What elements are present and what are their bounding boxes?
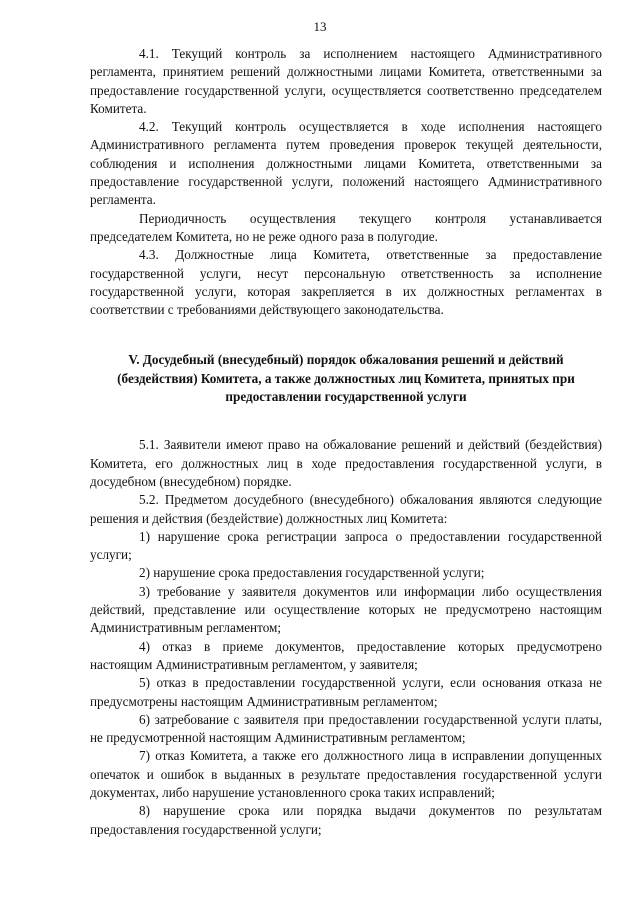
section-heading-v: V. Досудебный (внесудебный) порядок обжалования решений и действий (бездействия) Комитета, а также должностных лиц Комитета, принятых при предоставлении государственной услуги	[117, 352, 575, 405]
paragraph-4-3: 4.3. Должностные лица Комитета, ответственные за предоставление государственной услуги, несут персональную ответственность за исполнение государственной услуги, которая закрепляется в их должностных регламентах в соответствии с требованиями действующего законодательства.	[90, 247, 602, 318]
list-item-2: 2) нарушение срока предоставления государственной услуги;	[139, 565, 485, 581]
list-item-6: 6) затребование с заявителя при предоставлении государственной услуги платы, не предусмотренной настоящим Административным регламентом;	[90, 711, 602, 746]
paragraph-4-2: 4.2. Текущий контроль осуществляется в ходе исполнения настоящего Административного регламента путем проведения проверок текущей деятельности, соблюдения и исполнения должностными лицами Комитета, ответственными за предоставление государственной услуги, положений настоящего Административного регламента.	[90, 119, 602, 208]
list-item-7: 7) отказ Комитета, а также его должностного лица в исправлении допущенных опечаток и ошибок в выданных в результате предоставления государственной услуги документах, либо нарушение установленного срока таких исправлений;	[90, 748, 602, 800]
paragraph-5-2: 5.2. Предметом досудебного (внесудебного) обжалования являются следующие решения и действия (бездействие) должностных лиц Комитета:	[90, 492, 602, 526]
paragraph-4-1: 4.1. Текущий контроль за исполнением настоящего Административного регламента, принятием решений должностными лицами Комитета, ответственными за предоставление государственной услуги, осуществляется соответственно председателем Комитета.	[90, 46, 602, 116]
list-item-4: 4) отказ в приеме документов, предоставление которых предусмотрено настоящим Административным регламентом, у заявителя;	[90, 638, 602, 672]
page-number: 13	[313, 19, 327, 34]
list-item-1: 1) нарушение срока регистрации запроса о предоставлении государственной услуги;	[90, 528, 602, 563]
paragraph-periodicity: Периодичность осуществления текущего контроля устанавливается председателем Комитета, но не реже одного раза в полугодие.	[90, 210, 602, 244]
list-item-5: 5) отказ в предоставлении государственной услуги, если основания отказа не предусмотрены настоящим Административным регламентом;	[90, 675, 602, 709]
paragraph-5-1: 5.1. Заявители имеют право на обжалование решений и действий (бездействия) Комитета, его должностных лиц в ходе предоставления государственной услуги, в досудебном (внесудебном) порядке.	[90, 437, 602, 489]
document-body	[90, 45, 602, 839]
list-item-3: 3) требование у заявителя документов или информации либо осуществления действий, представление или осуществление которых не предусмотрено настоящим Административным регламентом;	[90, 583, 602, 636]
list-item-8: 8) нарушение срока или порядка выдачи документов по результатам предоставления государственной услуги;	[90, 803, 602, 837]
